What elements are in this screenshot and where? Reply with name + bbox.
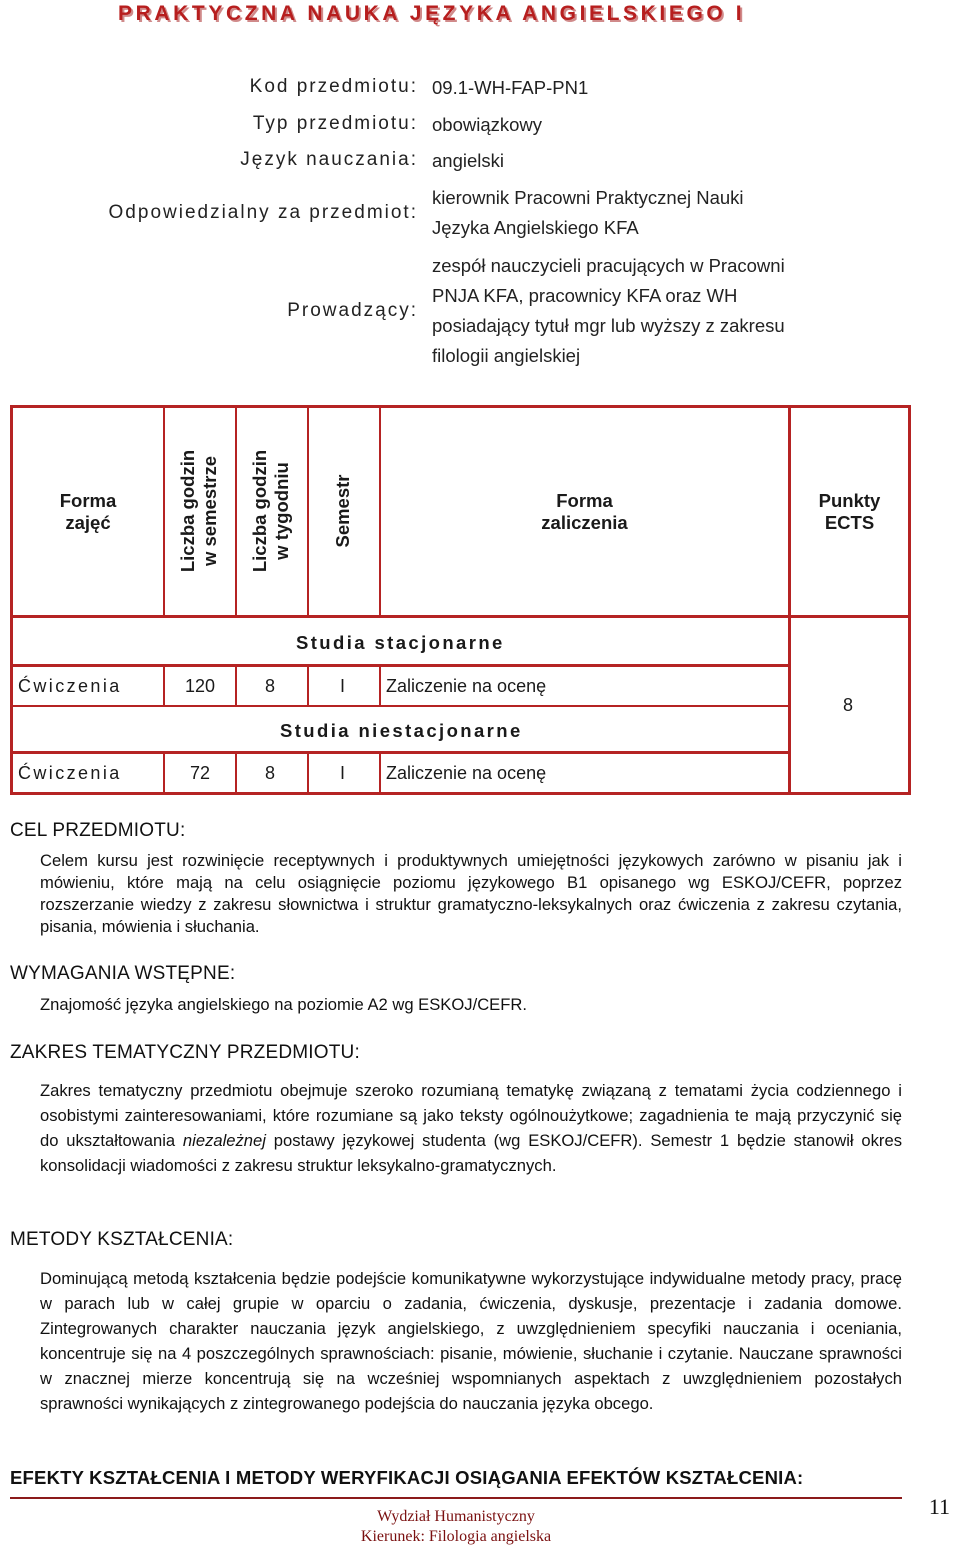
language-value: angielski — [432, 150, 504, 171]
row1-zaliczenie: Zaliczenie na ocenę — [386, 676, 547, 696]
footer-field: Kierunek: Filologia angielska — [360, 1528, 552, 1545]
header-ects: Punkty ECTS — [818, 490, 881, 533]
header-forma-zaliczenia: Forma zaliczenia — [541, 490, 628, 533]
section-goal-text: Celem kursu jest rozwinięcie receptywnych i produktywnych umiejętności językowych zarówno w pisaniu jak i mówieniu, które mają na celu osiągnięcie poziomu językowego B1 opisanego wg ESKOJ/CEFR, poprzez rozszerzanie wiedzy z zakresu słownictwa i struktur gramatyczno-leksykalnych oraz ćwiczenia z zakresu czytania, pisania, mówienia i słuchania. — [40, 851, 902, 936]
page-number: 11 — [928, 1494, 950, 1519]
course-code-value: 09.1-WH-FAP-PN1 — [432, 77, 589, 98]
section-scope-text: Zakres tematyczny przedmiotu obejmuje szeroko rozumianą tematykę związaną z tematami życia codziennego i osobistymi zainteresowaniami, które rozumiane są jako teksty ogólnoużytkowe; zagadnienia te mają przyczynić się do ukształtowania niezależnej postawy językowej studenta (wg ESKOJ/CEFR). Semestr 1 będzie stanowił okres konsolidacji wiadomości z zakresu struktur leksykalno-gramatycznych. — [40, 1081, 902, 1175]
instructors-line-4: filologii angielskiej — [432, 345, 581, 366]
course-type-label: Typ przedmiotu: — [252, 113, 418, 134]
instructors-line-2: PNJA KFA, pracownicy KFA oraz WH — [432, 285, 738, 306]
header-forma-zajec: Forma zajęć — [59, 490, 117, 533]
section-goal-heading: CEL PRZEDMIOTU: — [10, 820, 186, 841]
instructors-label: Prowadzący: — [287, 300, 418, 321]
header-hours-week: Liczba godzin w tygodniu — [249, 449, 292, 573]
section-methods-heading: METODY KSZTAŁCENIA: — [10, 1229, 234, 1250]
responsible-label: Odpowiedzialny za przedmiot: — [108, 202, 418, 223]
row1-forma: Ćwiczenia — [18, 676, 122, 696]
document-title: PRAKTYCZNA NAUKA JĘZYKA ANGIELSKIEGO I — [118, 2, 746, 25]
row2-hours-week: 8 — [265, 763, 276, 783]
instructors-line-3: posiadający tytuł mgr lub wyższy z zakresu — [432, 315, 785, 336]
section-outcomes-heading: EFEKTY KSZTAŁCENIA I METODY WERYFIKACJI OSIĄGANIA EFEKTÓW KSZTAŁCENIA: — [10, 1467, 804, 1488]
footer-faculty: Wydział Humanistyczny — [377, 1508, 535, 1525]
full-time-label: Studia stacjonarne — [296, 632, 505, 653]
row2-forma: Ćwiczenia — [18, 763, 122, 783]
ects-value: 8 — [843, 695, 854, 715]
course-type-value: obowiązkowy — [432, 114, 543, 135]
responsible-line-1: kierownik Pracowni Praktycznej Nauki — [432, 187, 744, 208]
row1-semestr: I — [340, 676, 346, 696]
section-requirements-heading: WYMAGANIA WSTĘPNE: — [10, 963, 236, 984]
header-semestr: Semestr — [332, 474, 353, 548]
instructors-value — [432, 251, 852, 371]
section-methods-text: Dominującą metodą kształcenia będzie podejście komunikatywne wykorzystujące indywidualne metody pracy, pracę w parach lub w całej grupie w oparciu o zadania, ćwiczenia, dyskusje, prezentacje i zadania domowe. Zintegrowanych charakter nauczania język angielskiego, z uwzględnieniem specyfiki nauczania i oceniania, koncentruje się na 4 poszczególnych sprawnościach: pisanie, mówienie, słuchanie i czytanie. Nauczane sprawności w znacznej mierze koncentrują się na wcześniej wspomnianych aspektach z uwzględnieniem pozostałych sprawności wynikających z zintegrowanego podejścia do nauczania języka obcego. — [40, 1269, 902, 1413]
row2-semestr: I — [340, 763, 346, 783]
row1-hours-semester: 120 — [185, 676, 216, 696]
row2-hours-semester: 72 — [190, 763, 211, 783]
part-time-label: Studia niestacjonarne — [280, 720, 523, 741]
footer-rule — [10, 1497, 902, 1499]
course-code-label: Kod przedmiotu: — [249, 76, 418, 97]
responsible-value — [432, 183, 852, 243]
header-hours-semester: Liczba godzin w semestrze — [177, 449, 220, 573]
section-scope-heading: ZAKRES TEMATYCZNY PRZEDMIOTU: — [10, 1042, 360, 1063]
language-label: Język nauczania: — [240, 149, 418, 170]
instructors-line-1: zespół nauczycieli pracujących w Pracowni — [432, 255, 785, 276]
row2-zaliczenie: Zaliczenie na ocenę — [386, 763, 547, 783]
row1-hours-week: 8 — [265, 676, 276, 696]
responsible-line-2: Języka Angielskiego KFA — [432, 217, 639, 238]
section-requirements-text: Znajomość języka angielskiego na poziomie A2 wg ESKOJ/CEFR. — [40, 995, 527, 1014]
emphasis-text: niezależnej — [182, 1131, 266, 1150]
